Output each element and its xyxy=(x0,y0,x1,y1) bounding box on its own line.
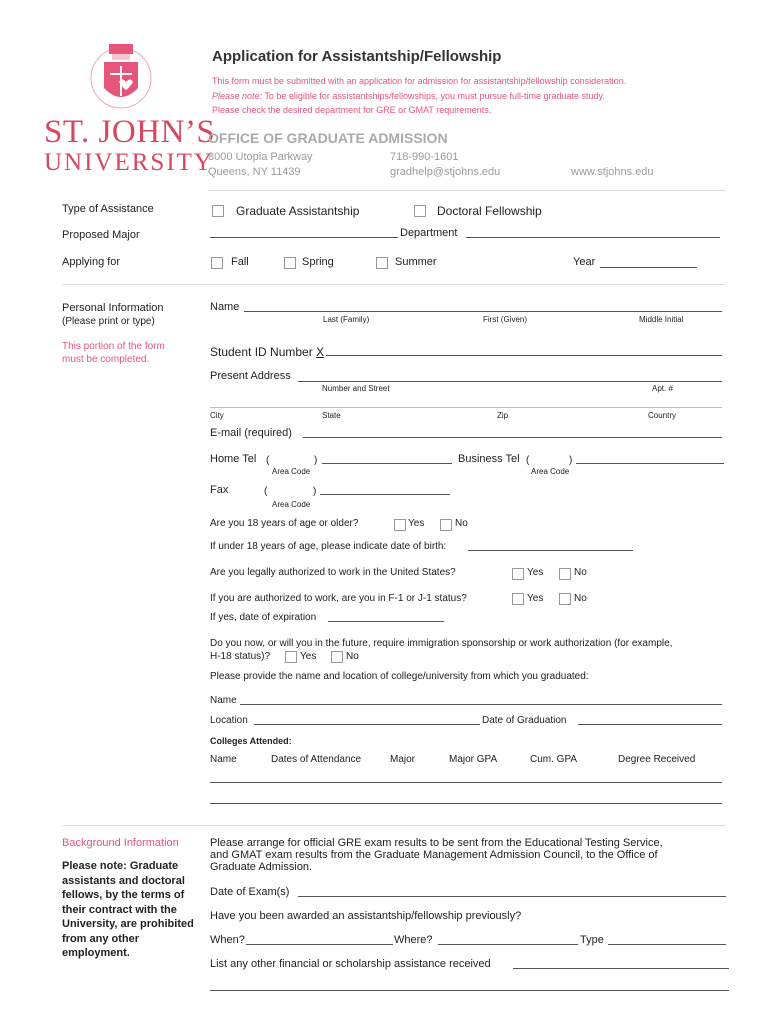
f1j1-yes-checkbox[interactable] xyxy=(512,593,524,605)
college-location-label: Location xyxy=(210,715,248,726)
age-question: Are you 18 years of age or older? xyxy=(210,518,359,529)
fall-label: Fall xyxy=(231,256,249,268)
email-label: E-mail (required) xyxy=(210,427,292,439)
f1j1-no-label: No xyxy=(574,593,587,604)
age-yes-label: Yes xyxy=(408,518,425,529)
col-header-major-gpa: Major GPA xyxy=(449,754,498,765)
f1j1-yes-label: Yes xyxy=(527,593,544,604)
business-tel-paren-open: ( xyxy=(526,455,530,466)
other-aid-field-2[interactable] xyxy=(210,990,729,991)
authorized-yes-checkbox[interactable] xyxy=(512,568,524,580)
col-header-dates: Dates of Attendance xyxy=(271,754,362,765)
home-area-code-caption: Area Code xyxy=(272,467,311,476)
state-caption: State xyxy=(322,411,341,420)
home-tel-paren-close: ) xyxy=(314,455,318,466)
sponsorship-question-2: H-18 status)? xyxy=(210,651,271,662)
university-seal xyxy=(88,40,154,114)
other-aid-label: List any other financial or scholarship assistance received xyxy=(210,958,491,970)
page-title: Application for Assistantship/Fellowship xyxy=(212,48,502,65)
home-tel-field[interactable] xyxy=(322,463,452,464)
personal-info-sub: (Please print or type) xyxy=(62,316,155,327)
colleges-row-2[interactable] xyxy=(210,803,722,804)
other-aid-field[interactable] xyxy=(513,968,729,969)
header-divider xyxy=(208,190,726,191)
notice-2 xyxy=(212,91,605,101)
graduate-assistantship-checkbox[interactable] xyxy=(212,205,224,217)
name-field[interactable] xyxy=(244,311,722,312)
fax-paren-open: ( xyxy=(264,486,268,497)
city-caption: City xyxy=(210,411,224,420)
when-field[interactable] xyxy=(246,944,393,945)
personal-info-label: Personal Information xyxy=(62,302,164,314)
gre-text-2: and GMAT exam results from the Graduate Management Admission Council, to the Office of xyxy=(210,849,658,861)
col-header-name: Name xyxy=(210,754,237,765)
col-header-major: Major xyxy=(390,754,416,765)
college-name-field[interactable] xyxy=(240,704,722,705)
date-exam-field[interactable] xyxy=(298,896,726,897)
graduate-assistantship-label: Graduate Assistantship xyxy=(236,204,360,218)
apt-caption: Apt. # xyxy=(652,384,673,393)
fall-checkbox[interactable] xyxy=(211,257,223,269)
where-field[interactable] xyxy=(438,944,578,945)
college-location-field[interactable] xyxy=(254,724,480,725)
summer-checkbox[interactable] xyxy=(376,257,388,269)
doctoral-fellowship-checkbox[interactable] xyxy=(414,205,426,217)
colleges-row-1[interactable] xyxy=(210,782,722,783)
spring-label: Spring xyxy=(302,256,334,268)
gre-text-1: Please arrange for official GRE exam results to be sent from the Educational Testing Service, xyxy=(210,837,663,849)
age-no-label: No xyxy=(455,518,468,529)
sponsorship-yes-checkbox[interactable] xyxy=(285,651,297,663)
col-header-degree: Degree Received xyxy=(618,754,696,765)
student-id-prefix: X xyxy=(316,345,325,359)
year-label: Year xyxy=(573,256,596,268)
colleges-attended-label: Colleges Attended: xyxy=(210,736,292,746)
home-tel-label: Home Tel xyxy=(210,453,257,465)
notice-3: Please check the desired department for GRE or GMAT requirements. xyxy=(212,105,492,115)
notice-1: This form must be submitted with an application for admission for assistantship/fellowship consideration. xyxy=(212,76,627,86)
f1j1-no-checkbox[interactable] xyxy=(559,593,571,605)
year-field[interactable] xyxy=(600,267,697,268)
required-note-1: This portion of the form xyxy=(62,341,165,352)
email-field[interactable] xyxy=(303,437,722,438)
business-tel-paren-close: ) xyxy=(569,455,573,466)
business-tel-field[interactable] xyxy=(576,463,724,464)
website: www.stjohns.edu xyxy=(571,166,654,178)
notice-2-label: Please note: xyxy=(212,91,263,101)
department-field[interactable] xyxy=(466,237,720,238)
last-name-caption: Last (Family) xyxy=(323,315,370,324)
under18-question: If under 18 years of age, please indicate date of birth: xyxy=(210,541,447,552)
address-line-1: 8000 Utopia Parkway xyxy=(208,151,313,163)
first-name-caption: First (Given) xyxy=(483,315,527,324)
type-assistance-label: Type of Assistance xyxy=(62,203,154,215)
assistance-divider xyxy=(62,284,726,285)
authorized-no-checkbox[interactable] xyxy=(559,568,571,580)
college-name-label: Name xyxy=(210,695,237,706)
home-tel-paren-open: ( xyxy=(266,455,270,466)
when-label: When? xyxy=(210,934,245,946)
student-id-field[interactable] xyxy=(326,355,722,356)
notice-2-text: To be eligible for assistantships/fellowships, you must pursue full-time graduate study. xyxy=(262,91,605,101)
department-label: Department xyxy=(400,227,458,239)
name-label: Name xyxy=(210,301,240,313)
col-header-cum-gpa: Cum. GPA xyxy=(530,754,578,765)
fax-area-code-caption: Area Code xyxy=(272,500,311,509)
date-graduation-field[interactable] xyxy=(578,724,722,725)
email-contact: gradhelp@stjohns.edu xyxy=(390,166,501,178)
student-id-label xyxy=(210,345,324,359)
present-address-label: Present Address xyxy=(210,370,291,382)
background-note: Please note: Graduate assistants and doctoral fellows, by the terms of their contract with the University, are prohibited from any other employment. xyxy=(62,860,194,959)
type-label: Type xyxy=(580,934,604,946)
fax-paren-close: ) xyxy=(313,486,317,497)
phone: 718-990-1601 xyxy=(390,151,459,163)
fax-field[interactable] xyxy=(320,494,450,495)
country-caption: Country xyxy=(648,411,677,420)
f1j1-question: If you are authorized to work, are you in F-1 or J-1 status? xyxy=(210,593,467,604)
gre-text-3: Graduate Admission. xyxy=(210,861,313,873)
authorized-no-label: No xyxy=(574,567,587,578)
dob-field[interactable] xyxy=(468,550,633,551)
address-line-2: Queens, NY 11439 xyxy=(208,166,301,178)
sponsorship-no-label: No xyxy=(346,651,359,662)
business-tel-label: Business Tel xyxy=(458,453,520,465)
logo-university: UNIVERSITY xyxy=(44,149,214,176)
proposed-major-field[interactable] xyxy=(210,237,398,238)
logo-st-johns: ST. JOHN’S xyxy=(44,114,216,150)
expiration-label: If yes, date of expiration xyxy=(210,612,317,623)
summer-label: Summer xyxy=(395,256,437,268)
fax-label: Fax xyxy=(210,484,229,496)
where-label: Where? xyxy=(394,934,433,946)
date-graduation-label: Date of Graduation xyxy=(482,715,567,726)
address-street-field[interactable] xyxy=(298,381,722,382)
office-name: OFFICE OF GRADUATE ADMISSION xyxy=(208,130,448,146)
sponsorship-question-1: Do you now, or will you in the future, require immigration sponsorship or work authorization (for example, xyxy=(210,638,673,649)
personal-divider xyxy=(62,825,726,826)
required-note-2: must be completed. xyxy=(62,354,150,365)
applying-for-label: Applying for xyxy=(62,256,121,268)
type-field[interactable] xyxy=(608,944,726,945)
zip-caption: Zip xyxy=(497,411,509,420)
doctoral-fellowship-label: Doctoral Fellowship xyxy=(437,204,542,218)
number-street-caption: Number and Street xyxy=(322,384,390,393)
authorized-yes-label: Yes xyxy=(527,567,544,578)
spring-checkbox[interactable] xyxy=(284,257,296,269)
date-exam-label: Date of Exam(s) xyxy=(210,886,290,898)
middle-initial-caption: Middle Initial xyxy=(639,315,684,324)
authorized-question: Are you legally authorized to work in the United States? xyxy=(210,567,456,578)
proposed-major-label: Proposed Major xyxy=(62,229,140,241)
expiration-field[interactable] xyxy=(328,621,444,622)
sponsorship-yes-label: Yes xyxy=(300,651,317,662)
age-no-checkbox[interactable] xyxy=(440,519,452,531)
business-area-code-caption: Area Code xyxy=(531,467,570,476)
age-yes-checkbox[interactable] xyxy=(394,519,406,531)
sponsorship-no-checkbox[interactable] xyxy=(331,651,343,663)
awarded-question: Have you been awarded an assistantship/fellowship previously? xyxy=(210,910,522,922)
student-id-text: Student ID Number xyxy=(210,345,313,359)
college-provide-text: Please provide the name and location of college/university from which you graduated: xyxy=(210,671,589,682)
background-info-label: Background Information xyxy=(62,837,179,849)
address-city-field[interactable] xyxy=(210,407,722,408)
